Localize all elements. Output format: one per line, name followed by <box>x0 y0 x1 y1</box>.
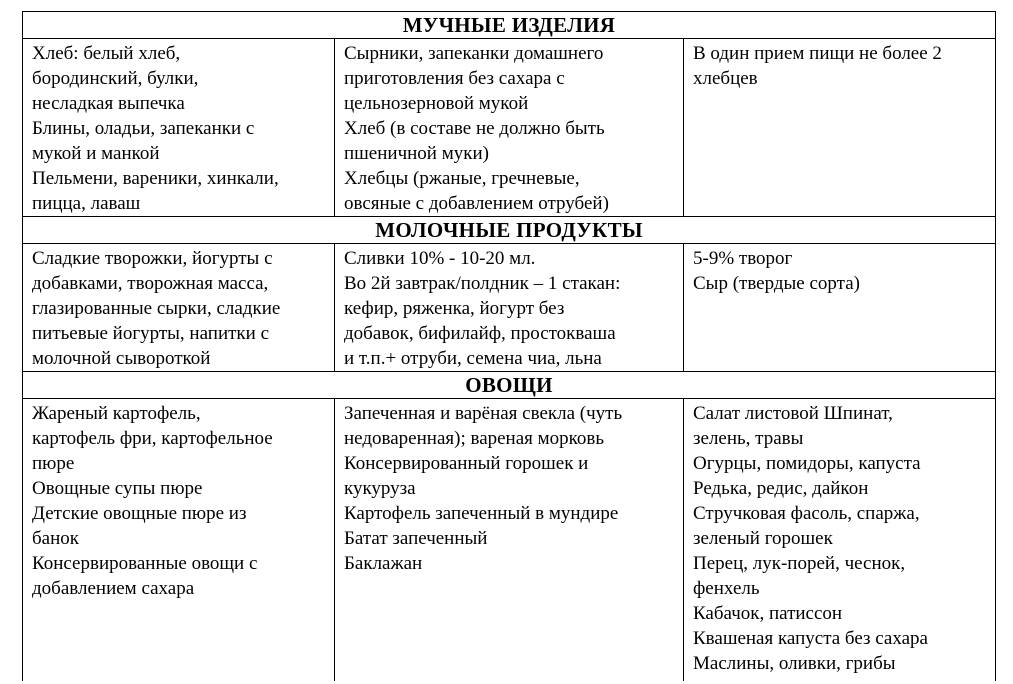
cell-line: Салат листовой Шпинат, <box>693 403 893 424</box>
cell-line: Консервированные овощи с <box>32 553 258 574</box>
section-title-vegetables: ОВОЩИ <box>23 372 996 399</box>
cell-vegetables-col3 <box>684 399 996 682</box>
cell-line: приготовления без сахара с <box>344 68 565 89</box>
cell-line: бородинский, булки, <box>32 68 199 89</box>
cell-line: овсяные с добавлением отрубей) <box>344 193 609 214</box>
section-header-row <box>23 372 996 399</box>
cell-line: Стручковая фасоль, спаржа, <box>693 503 920 524</box>
section-content-row <box>23 39 996 217</box>
section-content-row <box>23 399 996 682</box>
cell-line: Хлебцы (ржаные, гречневые, <box>344 168 580 189</box>
cell-line: кукуруза <box>344 478 416 499</box>
cell-line: Сырники, запеканки домашнего <box>344 43 604 64</box>
section-header-row <box>23 12 996 39</box>
cell-line: пицца, лаваш <box>32 193 141 214</box>
cell-line: зелень, травы <box>693 428 804 449</box>
cell-line: Хлеб (в составе не должно быть <box>344 118 605 139</box>
cell-line: цельнозерновой мукой <box>344 93 529 114</box>
cell-dairy-col1 <box>23 244 335 372</box>
cell-line: Огурцы, помидоры, капуста <box>693 453 921 474</box>
cell-line: Перец, лук-порей, чеснок, <box>693 553 906 574</box>
food-table <box>22 11 996 681</box>
cell-line: Редька, редис, дайкон <box>693 478 869 499</box>
cell-line: Детские овощные пюре из <box>32 503 247 524</box>
cell-flour-col3 <box>684 39 996 217</box>
cell-line: Жареный картофель, <box>32 403 201 424</box>
cell-line: Сыр (твердые сорта) <box>693 273 860 294</box>
cell-line: несладкая выпечка <box>32 93 185 114</box>
cell-line: питьевые йогурты, напитки с <box>32 323 270 344</box>
cell-line: Овощные супы пюре <box>32 478 203 499</box>
cell-line: Консервированный горошек и <box>344 453 589 474</box>
cell-line: Пельмени, вареники, хинкали, <box>32 168 279 189</box>
cell-line: Сладкие творожки, йогурты с <box>32 248 273 269</box>
cell-line: Кабачок, патиссон <box>693 603 843 624</box>
cell-line: Баклажан <box>344 553 423 574</box>
cell-line: картофель фри, картофельное <box>32 428 273 449</box>
cell-line: хлебцев <box>693 68 758 89</box>
cell-line: Квашеная капуста без сахара <box>693 628 928 649</box>
cell-line: кефир, ряженка, йогурт без <box>344 298 565 319</box>
cell-line: мукой и манкой <box>32 143 160 164</box>
cell-flour-col2 <box>335 39 684 217</box>
section-content-row <box>23 244 996 372</box>
cell-vegetables-col1 <box>23 399 335 682</box>
cell-flour-col1 <box>23 39 335 217</box>
cell-line: 5-9% творог <box>693 248 793 269</box>
section-header-row <box>23 217 996 244</box>
cell-line: недоваренная); вареная морковь <box>344 428 605 449</box>
cell-line: банок <box>32 528 79 549</box>
cell-line: Хлеб: белый хлеб, <box>32 43 181 64</box>
cell-line: и т.п.+ отруби, семена чиа, льна <box>344 348 602 369</box>
cell-line: Картофель запеченный в мундире <box>344 503 619 524</box>
cell-line: Батат запеченный <box>344 528 488 549</box>
cell-line: добавками, творожная масса, <box>32 273 269 294</box>
cell-line: фенхель <box>693 578 760 599</box>
cell-line: Блины, оладьи, запеканки с <box>32 118 255 139</box>
cell-line: В один прием пищи не более 2 <box>693 43 942 64</box>
cell-line: Во 2й завтрак/полдник – 1 стакан: <box>344 273 621 294</box>
cell-line: пшеничной муки) <box>344 143 489 164</box>
cell-line: Сливки 10% - 10-20 мл. <box>344 248 536 269</box>
section-title-dairy: МОЛОЧНЫЕ ПРОДУКТЫ <box>23 217 996 244</box>
cell-line: молочной сывороткой <box>32 348 211 369</box>
cell-dairy-col2 <box>335 244 684 372</box>
cell-line: зеленый горошек <box>693 528 833 549</box>
cell-line: Запеченная и варёная свекла (чуть <box>344 403 623 424</box>
cell-vegetables-col2 <box>335 399 684 682</box>
cell-line: Маслины, оливки, грибы <box>693 653 896 674</box>
section-title-flour: МУЧНЫЕ ИЗДЕЛИЯ <box>23 12 996 39</box>
cell-dairy-col3 <box>684 244 996 372</box>
cell-line: добавок, бифилайф, простокваша <box>344 323 616 344</box>
cell-line: добавлением сахара <box>32 578 195 599</box>
cell-line: пюре <box>32 453 75 474</box>
cell-line: глазированные сырки, сладкие <box>32 298 281 319</box>
